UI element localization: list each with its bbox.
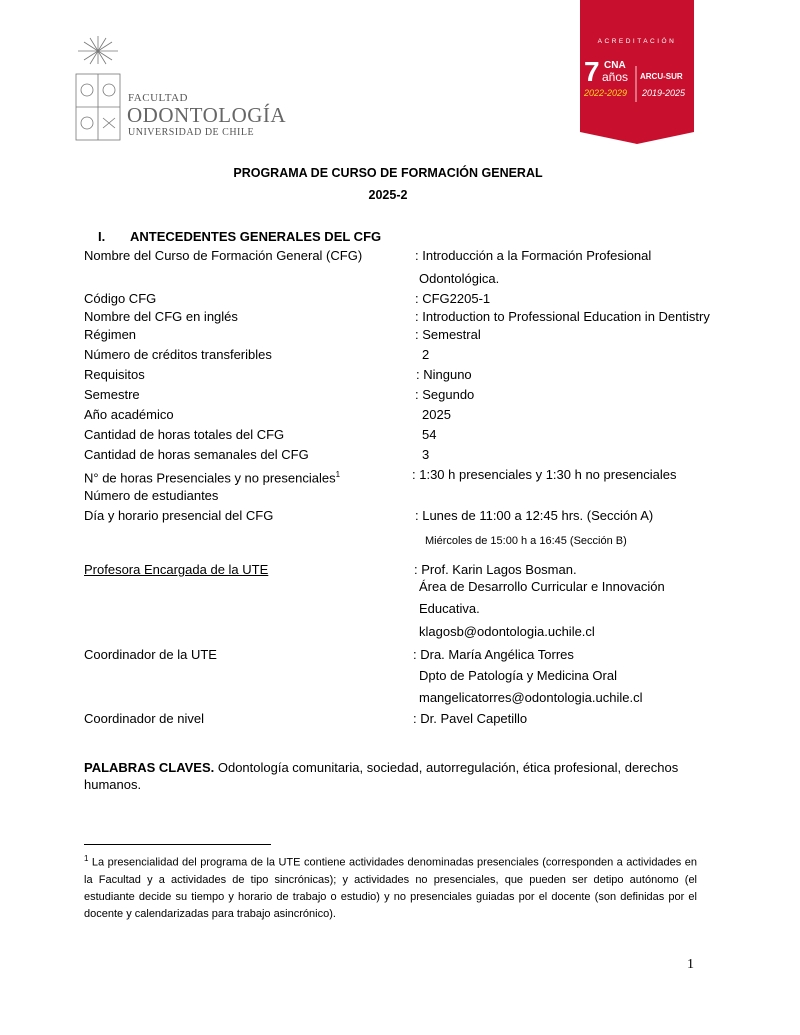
document-title: PROGRAMA DE CURSO DE FORMACIÓN GENERAL [233,166,543,180]
row-label: Día y horario presencial del CFG [84,508,274,523]
row-label: Año académico [84,407,174,422]
keywords-label: PALABRAS CLAVES. [84,760,215,775]
profesora-email-link[interactable]: klagosb@odontologia.uchile.cl [419,624,595,639]
row-value: 2025 [422,407,451,422]
row-label: Nombre del Curso de Formación General (CFG) [84,248,363,263]
row-value: : Introduction to Professional Education in Dentistry [415,309,710,324]
row-label: Código CFG [84,291,157,306]
badge-cna: CNA [604,60,626,71]
footnote [84,850,697,923]
logo-text-facultad: FACULTAD [128,92,188,104]
coordinador-nivel-name: : Dr. Pavel Capetillo [413,711,528,726]
profesora-label: Profesora Encargada de la UTE [84,562,269,577]
row-value-cont: Odontológica. [419,271,500,286]
footnote-ref: 1 [335,470,341,479]
page-number: 1 [687,957,694,972]
profesora-name: : Prof. Karin Lagos Bosman. [414,562,577,577]
faculty-logo-emblem-icon [72,34,124,144]
row-label: Régimen [84,327,137,342]
row-label [84,467,340,486]
badge-acreditacion-label: ACREDITACIÓN [597,38,677,45]
row-label: Requisitos [84,367,145,382]
row-label-text: N° de horas Presenciales y no presenciales [84,470,336,486]
logo-text-odontologia: ODONTOLOGÍA [127,103,287,127]
row-value: : Ninguno [416,367,472,382]
row-label: Cantidad de horas totales del CFG [84,427,285,442]
badge-arcu-sur: ARCU-SUR [640,72,683,81]
profesora-area-cont: Educativa. [419,601,480,616]
document-term: 2025-2 [368,188,408,202]
footnote-text: La presencialidad del programa de la UTE contiene actividades denominadas presenciales (corresponden a actividades en la Facultad y a actividades de tipo sincrónicas); y actividades no presenciales, que pueden ser detipo autónomo (el estudiante decide su tiempo y horario de trabajo o estudio) y no presenciales guiadas por el docente (son definidas por el docente y calendarizadas para trabajo asincrónico). [84,856,697,920]
row-value: : Segundo [415,387,475,402]
badge-years: 7 [584,56,600,87]
badge-period-cna: 2022-2029 [584,88,628,98]
keywords-paragraph [84,759,684,793]
coordinador-ute-dept: Dpto de Patología y Medicina Oral [419,668,617,683]
row-label: Nombre del CFG en inglés [84,309,238,324]
row-value: 2 [422,347,430,362]
row-value: 54 [422,427,437,442]
section-number: I. [98,229,106,244]
coordinador-ute-label: Coordinador de la UTE [84,647,217,662]
row-label: Número de estudiantes [84,488,219,503]
section-title: ANTECEDENTES GENERALES DEL CFG [130,229,382,244]
row-value: : CFG2205-1 [415,291,491,306]
badge-anos: años [602,70,629,84]
row-value: : Semestral [415,327,481,342]
row-value: : Introducción a la Formación Profesional [415,248,652,263]
badge-period-arcu: 2019-2025 [642,88,686,98]
profesora-area: Área de Desarrollo Curricular e Innovación [419,579,665,594]
keywords-text: Odontología comunitaria, sociedad, autorregulación, ética profesional, derechos humanos. [84,760,679,792]
logo-text-universidad: UNIVERSIDAD DE CHILE [128,127,255,138]
footnote-divider [84,844,271,845]
coordinador-nivel-label: Coordinador de nivel [84,711,204,726]
row-value: : Lunes de 11:00 a 12:45 hrs. (Sección A) [415,508,654,523]
row-value: : 1:30 h presenciales y 1:30 h no presenciales [412,467,677,482]
row-value: 3 [422,447,430,462]
coordinador-ute-email-link[interactable]: mangelicatorres@odontologia.uchile.cl [419,690,643,705]
row-value-cont: Miércoles de 15:00 h a 16:45 (Sección B) [425,535,627,547]
row-label: Semestre [84,387,140,402]
footnote-mark: 1 [84,854,89,863]
row-label: Número de créditos transferibles [84,347,272,362]
row-label: Cantidad de horas semanales del CFG [84,447,309,462]
coordinador-ute-name: : Dra. María Angélica Torres [413,647,574,662]
